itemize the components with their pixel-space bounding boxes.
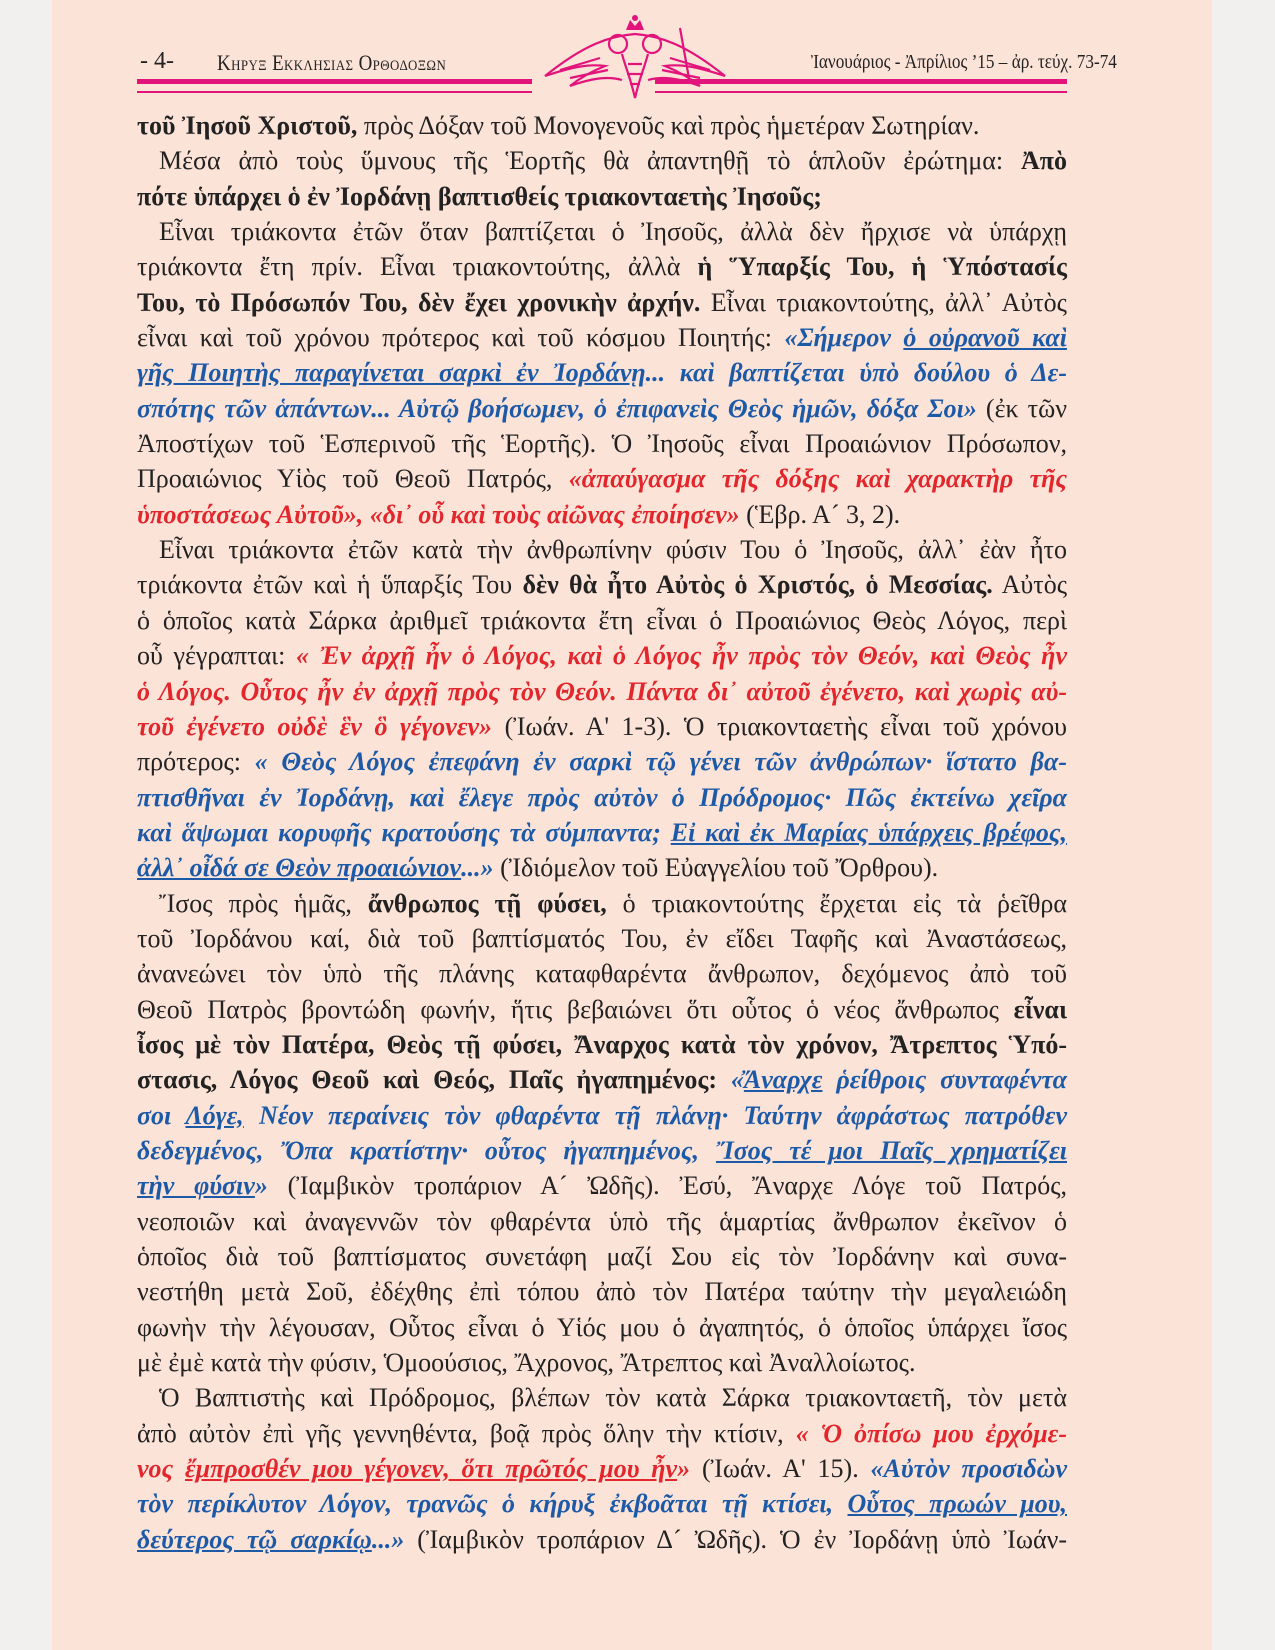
hymn-quote-underlined: ὁ οὐρανοῦ καὶ [903,323,1067,353]
scripture-quote: τοῦ ἐγένετο οὐδὲ ἓν ὃ γέγονεν» [137,711,493,741]
body-text: (Ἰαμβικὸν τροπάριον Δ´ Ὠδῆς). Ὁ ἐν Ἰορδάνῃ ὑπὸ Ἰωάν- [404,1524,1067,1554]
text-line [137,638,1067,673]
body-text: (Ἰωάν. Α' 15). [690,1454,871,1484]
hymn-quote-underlined: Ἄναρχε [743,1065,823,1095]
text-line [137,850,1067,885]
page-header [52,0,1212,100]
body-text: Ἀποστίχων τοῦ Ἑσπερινοῦ τῆς Ἑορτῆς). Ὁ Ἰησοῦς εἶναι Προαιώνιον Πρόσωπον, [137,429,1067,459]
text-line [137,285,1067,320]
hymn-quote-underlined: Εἰ καὶ ἐκ Μαρίας ὑπάρχεις βρέφος, [670,817,1067,847]
bold-text: Του, τὸ Πρόσωπόν Του, δὲν ἔχει χρονικὴν ἀρχήν. [137,287,701,317]
document-page [52,0,1212,1650]
text-line [137,1380,1067,1415]
article-body [137,108,1067,1557]
body-text: Εἶναι τριάκοντα ἐτῶν ὅταν βαπτίζεται ὁ Ἰησοῦς, ἀλλὰ δὲν ἤρχισε νὰ ὑπάρχῃ [159,217,1067,247]
text-line [137,497,1067,532]
hymn-quote-underlined: Ἴσος τέ μοι Παῖς χρηματίζει [715,1135,1067,1165]
hymn-quote: ... καὶ βαπτίζεται ὑπὸ δούλου ὁ Δε- [645,358,1067,388]
text-line [137,744,1067,779]
text-line [137,1416,1067,1451]
body-text: ὁ ὁποῖος κατὰ Σάρκα ἀριθμεῖ τριάκοντα ἔτη εἶναι ὁ Προαιώνιος Θεὸς Λόγος, περὶ [137,605,1067,635]
text-line [137,355,1067,390]
hymn-quote: δεδεγμένος, Ὄπα κρατίστην· οὗτος ἠγαπημένος, [137,1135,716,1165]
text-line [137,992,1067,1027]
text-line [137,1451,1067,1486]
hymn-quote: σοι [137,1100,186,1130]
body-text: Προαιώνιος Υἱὸς τοῦ Θεοῦ Πατρός, [137,464,569,494]
hymn-quote: «Σήμερον [784,323,904,353]
text-line [137,1204,1067,1239]
hymn-quote-underlined: Λόγε, [185,1100,244,1130]
text-line [137,1133,1067,1168]
bold-text: ἡ Ὕπαρξίς Του, ἡ Ὑπόστασίς [697,252,1067,282]
body-text: ὁ τριακοντούτης ἔρχεται εἰς τὰ ῥεῖθρα [606,888,1067,918]
scripture-quote: ὑποστάσεως Αὐτοῦ», «δι᾽ οὗ καὶ τοὺς αἰῶνας ἐποίησεν» [137,499,740,529]
bold-text: ἄνθρωπος τῇ φύσει, [367,888,607,918]
body-text: Εἶναι τριάκοντα ἐτῶν κατὰ τὴν ἀνθρωπίνην φύσιν Του ὁ Ἰησοῦς, ἀλλ᾽ ἐὰν ἦτο [159,535,1067,565]
bold-text: Ἀπὸ [1020,146,1067,176]
text-line [137,1486,1067,1521]
text-line [137,426,1067,461]
scripture-quote: «ἀπαύγασμα τῆς δόξης καὶ χαρακτὴρ τῆς [568,464,1067,494]
hymn-quote: » [254,1171,268,1201]
text-line [137,532,1067,567]
text-line [137,1062,1067,1097]
header-rule-left-thin [137,91,532,93]
body-text: Ἴσος πρὸς ἡμᾶς, [159,888,368,918]
hymn-quote-underlined: τὴν φύσιν [137,1171,255,1201]
hymn-quote: τὸν περίκλυτον Λόγον, τρανῶς ὁ κήρυξ ἐκβοᾶται τῇ κτίσει, [137,1489,848,1519]
text-line [137,709,1067,744]
bold-text: τοῦ Ἰησοῦ Χριστοῦ, [137,111,358,140]
scripture-quote: « Ἐν ἀρχῇ ἦν ὁ Λόγος, καὶ ὁ Λόγος ἦν πρὸς τὸν Θεόν, καὶ Θεὸς ἦν [296,641,1067,671]
body-text: (Ἰδιόμελον τοῦ Εὐαγγελίου τοῦ Ὄρθρου). [493,853,939,883]
text-line [137,179,1067,214]
body-text: τοῦ Ἰορδάνου καί, διὰ τοῦ βαπτίσματός Του, ἐν εἴδει Ταφῆς καὶ Ἀναστάσεως, [137,923,1067,953]
body-text: ὁποῖος διὰ τοῦ βαπτίσματος συνετάφη μαζί Σου εἰς τὸν Ἰορδάνην καὶ συνα- [137,1242,1067,1271]
body-text: τριάκοντα ἐτῶν καὶ ἡ ὕπαρξίς Του [137,570,523,600]
hymn-quote: ῥείθροις συνταφέντα [822,1065,1067,1095]
text-line [137,1168,1067,1203]
text-line [137,921,1067,956]
text-line [137,1027,1067,1062]
text-line [137,249,1067,284]
header-rule-left [137,79,532,84]
body-text: Μέσα ἀπὸ τοὺς ὕμνους τῆς Ἑορτῆς θὰ ἀπαντηθῇ τὸ ἁπλοῦν ἐρώτημα: [159,146,1021,176]
text-line [137,603,1067,638]
body-text: ἀνανεώνει τὸν ὑπὸ τῆς πλάνης καταφθαρέντα ἄνθρωπον, δεχόμενος ἀπὸ τοῦ [137,959,1067,989]
hymn-quote: Νέον περαίνεις τὸν φθαρέντα τῇ πλάνῃ· Ταύτην ἀφράστως πατρόθεν [243,1100,1068,1130]
body-text: (Ἰαμβικὸν τροπάριον Α´ Ὠδῆς). Ἐσύ, Ἄναρχε Λόγε τοῦ Πατρός, [267,1171,1067,1201]
bold-text: στασις, Λόγος Θεοῦ καὶ Θεός, Παῖς ἠγαπημένος: [137,1065,731,1095]
text-line [137,780,1067,815]
hymn-quote: ...» [461,853,494,883]
body-text: (ἐκ τῶν [976,393,1067,423]
body-text: εἶναι καὶ τοῦ χρόνου πρότερος καὶ τοῦ κόσμου Ποιητής: [137,323,785,353]
hymn-quote: «Αὐτὸν προσιδὼν [870,1454,1068,1484]
hymn-quote-underlined: γῆς Ποιητὴς παραγίνεται σαρκὶ ἐν Ἰορδάνῃ [137,358,646,388]
text-line [137,1098,1067,1133]
body-text: ἀπὸ αὐτὸν ἐπὶ γῆς γεννηθέντα, βοᾷ πρὸς ὅλην τὴν κτίσιν, [137,1418,796,1448]
hymn-quote: ...» [371,1524,405,1554]
hymn-quote: πτισθῆναι ἐν Ἰορδάνῃ, καὶ ἔλεγε πρὸς αὐτὸν ὁ Πρόδρομος· Πῶς ἐκτείνω χεῖρα [137,782,1067,812]
text-line [137,214,1067,249]
body-text: μὲ ἐμὲ κατὰ τὴν φύσιν, Ὁμοούσιος, Ἄχρονος, Ἄτρεπτος καὶ Ἀναλλοίωτος. [137,1348,916,1378]
page-number: - 4- [140,48,174,74]
body-text: τριάκοντα ἔτη πρίν. Εἶναι τριακοντούτης, ἀλλὰ [137,252,698,282]
body-text: Ὁ Βαπτιστὴς καὶ Πρόδρομος, βλέπων τὸν κατὰ Σάρκα τριακονταετῆ, τὸν μετὰ [159,1383,1067,1413]
text-line [137,674,1067,709]
text-line [137,1239,1067,1274]
hymn-quote: σπότης τῶν ἁπάντων... Αὐτῷ βοήσωμεν, ὁ ἐπιφανεὶς Θεὸς ἡμῶν, δόξα Σοι» [137,393,977,423]
text-line [137,1345,1067,1380]
hymn-quote: « [730,1065,744,1095]
text-line [137,886,1067,921]
text-line [137,815,1067,850]
issue-date: Ἰανουάριος - Ἀπρίλιος ’15 – ἀρ. τεύχ. 73-74 [810,51,1117,73]
text-line [137,1310,1067,1345]
bold-text: εἶναι [1013,994,1067,1024]
journal-title: Κηρυξ Εκκλησιας Ορθοδοξων [217,50,447,75]
text-line [137,956,1067,991]
body-text: οὗ γέγραπται: [137,641,296,671]
text-line [137,1522,1067,1557]
hymn-quote: « Θεὸς Λόγος ἐπεφάνη ἐν σαρκὶ τῷ γένει τῶν ἀνθρώπων· ἵστατο βα- [254,747,1067,777]
body-text: νεοποιῶν καὶ ἀναγεννῶν τὸν φθαρέντα ὑπὸ τῆς ἁμαρτίας ἄνθρωπον ἐκεῖνον ὁ [137,1206,1067,1236]
hymn-quote-underlined: Οὗτος πρωών μου, [847,1489,1067,1519]
body-text: (Ἰωάν. Α' 1-3). Ὁ τριακονταετὴς εἶναι τοῦ χρόνου [492,711,1067,741]
text-line [137,567,1067,602]
body-text: φωνὴν τὴν λέγουσαν, Οὗτος εἶναι ὁ Υἱός μου ὁ ἀγαπητός, ὁ ὁποῖος ὑπάρχει ἴσος [137,1312,1067,1342]
text-line [137,1274,1067,1309]
body-text: πρότερος: [137,747,255,777]
body-text: νεστήθη μετὰ Σοῦ, ἐδέχθης ἐπὶ τόπου ἀπὸ τὸν Πατέρα ταύτην τὴν μεγαλειώδη [137,1277,1067,1307]
scripture-quote: νος [137,1454,185,1484]
scripture-quote-underlined: ἔμπροσθέν μου γέγονεν, ὅτι πρῶτός μου ἦν [184,1454,678,1484]
text-line [137,461,1067,496]
double-headed-eagle-icon [530,14,740,100]
text-line [137,143,1067,178]
scripture-quote: » [677,1454,691,1484]
body-text: Θεοῦ Πατρὸς βροντώδη φωνήν, ἥτις βεβαιώνει ὅτι οὗτος ὁ νέος ἄνθρωπος [137,994,1014,1024]
text-line [137,391,1067,426]
body-text: Εἶναι τριακοντούτης, ἀλλ᾽ Αὐτὸς [700,287,1067,317]
bold-text: ἶσος μὲ τὸν Πατέρα, Θεὸς τῇ φύσει, Ἄναρχος κατὰ τὸν χρόνον, Ἄτρεπτος Ὑπό- [137,1029,1067,1059]
hymn-quote-underlined: δεύτερος τῷ σαρκίῳ [137,1524,372,1554]
scripture-quote: « Ὁ ὀπίσω μου ἐρχόμε- [795,1418,1068,1448]
text-line [137,320,1067,355]
body-text: Αὐτὸς [992,570,1067,600]
body-text: (Ἑβρ. Α´ 3, 2). [739,499,901,529]
text-line [137,108,1067,143]
bold-text: δὲν θὰ ἦτο Αὐτὸς ὁ Χριστός, ὁ Μεσσίας. [522,570,993,600]
hymn-quote: καὶ ἅψωμαι κορυφῆς κρατούσης τὰ σύμπαντα; [137,817,671,847]
hymn-quote-underlined: ἀλλ᾽ οἶδά σε Θεὸν προαιώνιον [137,853,462,883]
scripture-quote: ὁ Λόγος. Οὗτος ἦν ἐν ἀρχῇ πρὸς τὸν Θεόν. Πάντα δι᾽ αὐτοῦ ἐγένετο, καὶ χωρὶς αὐ- [137,676,1067,706]
bold-text: πότε ὑπάρχει ὁ ἐν Ἰορδάνῃ βαπτισθείς τριακονταετὴς Ἰησοῦς; [137,181,822,211]
body-text: πρὸς Δόξαν τοῦ Μονογενοῦς καὶ πρὸς ἡμετέραν Σωτηρίαν. [357,111,980,140]
